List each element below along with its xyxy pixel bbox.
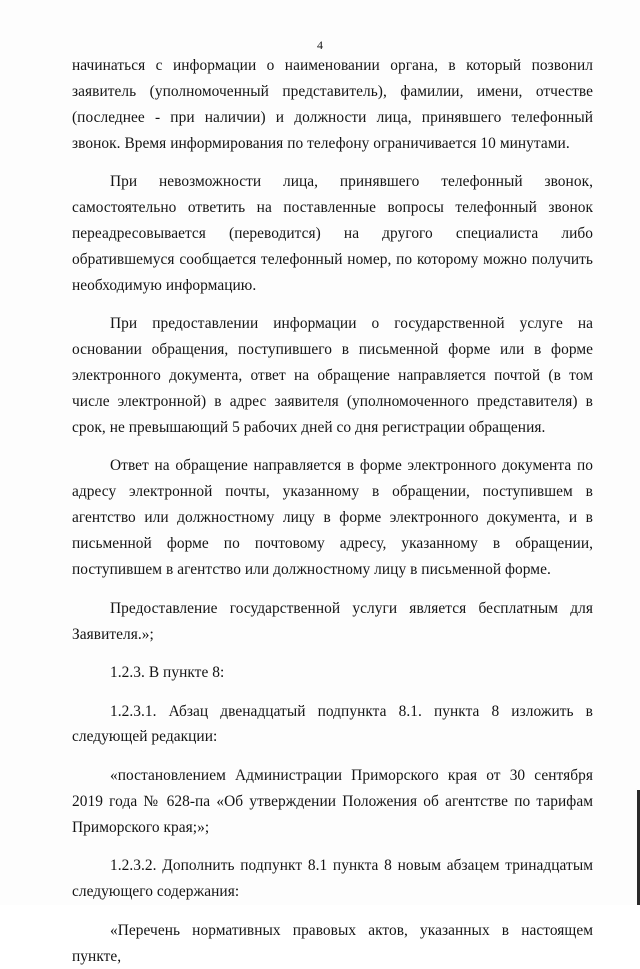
paragraph-legal-acts-list: «Перечень нормативных правовых актов, указанных в настоящем пункте,	[72, 921, 593, 965]
paragraph-written-request: При предоставлении информации о государственной услуге на основании обращения, поступившего в письменной форме или в форме электронного документа, ответ на обращение направляется почтой (в том числе электронной) в адрес заявителя (уполномоченного представителя) в срок, не превышающий 5 рабочих дней со дня регистрации обращения.	[72, 315, 593, 436]
document-body	[72, 53, 593, 969]
paragraph-quoted-resolution: «постановлением Администрации Приморского края от 30 сентября 2019 года № 628-па «Об утверждении Положения об агентстве по тарифам Приморского края;»;	[72, 766, 593, 836]
paragraph-clause-1-2-3-1: 1.2.3.1. Абзац двенадцатый подпункта 8.1. пункта 8 изложить в следующей редакции:	[72, 702, 593, 746]
paragraph-clause-1-2-3-2: 1.2.3.2. Дополнить подпункт 8.1 пункта 8 новым абзацем тринадцатым следующего содержания:	[72, 857, 593, 901]
paragraph-response-form: Ответ на обращение направляется в форме электронного документа по адресу электронной почты, указанному в обращении, поступившем в агентство или должностному лицу в форме электронного документа, и в письменной форме по почтовому адресу, указанному в обращении, поступившем в агентство или должностному лицу в письменной форме.	[72, 457, 593, 579]
paragraph-clause-1-2-3: 1.2.3. В пункте 8:	[110, 664, 225, 681]
paragraph-continuation: начинаться с информации о наименовании органа, в который позвонил заявитель (уполномоченный представитель), фамилии, имени, отчестве (последнее - при наличии) и должности лица, принявшего телефонный звонок. Время информирования по телефону ограничивается 10 минутами.	[72, 57, 593, 152]
page-number: 4	[317, 38, 323, 52]
paragraph-call-redirect: При невозможности лица, принявшего телефонный звонок, самостоятельно ответить на поставленные вопросы телефонный звонок переадресовывается (переводится) на другого специалиста либо обратившемуся сообщается телефонный номер, по которому можно получить необходимую информацию.	[72, 173, 593, 294]
paragraph-free-service: Предоставление государственной услуги является бесплатным для Заявителя.»;	[72, 599, 593, 643]
